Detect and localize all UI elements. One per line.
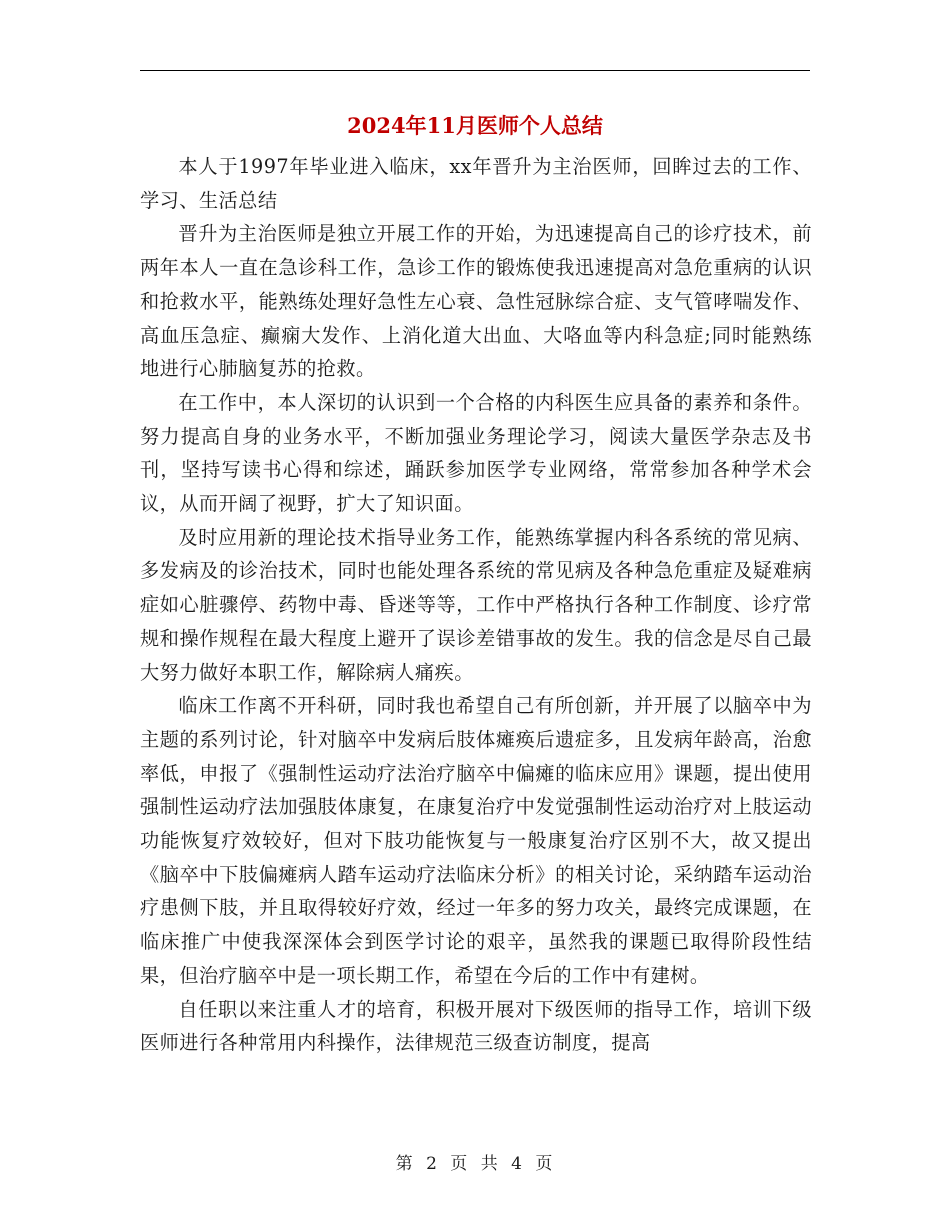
header-rule xyxy=(140,70,810,71)
paragraph: 在工作中，本人深切的认识到一个合格的内科医生应具备的素养和条件。努力提高自身的业务水平，不断加强业务理论学习，阅读大量医学杂志及书刊，坚持写读书心得和综述，踊跃参加医学专业网络，常常参加各种学术会议，从而开阔了视野，扩大了知识面。 xyxy=(140,390,812,516)
document-title: 2024年11月医师个人总结 xyxy=(347,113,603,138)
paragraph: 晋升为主治医师是独立开展工作的开始，为迅速提高自己的诊疗技术，前两年本人一直在急诊科工作，急诊工作的锻炼使我迅速提高对急危重病的认识和抢救水平，能熟练处理好急性左心衰、急性冠脉综合症、支气管哮喘发作、高血压急症、癫痫大发作、上消化道大出血、大咯血等内科急症;同时能熟练地进行心肺脑复苏的抢救。 xyxy=(140,222,812,381)
paragraph: 自任职以来注重人才的培育，积极开展对下级医师的指导工作，培训下级医师进行各种常用内科操作，法律规范三级查访制度，提高 xyxy=(140,997,812,1055)
page-footer: 第 2 页 共 4 页 xyxy=(395,1154,555,1174)
paragraph: 本人于1997年毕业进入临床，xx年晋升为主治医师，回眸过去的工作、学习、生活总结 xyxy=(140,155,812,212)
paragraph: 临床工作离不开科研，同时我也希望自己有所创新，并开展了以脑卒中为主题的系列讨论，针对脑卒中发病后肢体瘫痪后遗症多，且发病年龄高，治愈率低，申报了《强制性运动疗法治疗脑卒中偏瘫的临床应用》课题，提出使用强制性运动疗法加强肢体康复，在康复治疗中发觉强制性运动治疗对上肢运动功能恢复疗效较好，但对下肢功能恢复与一般康复治疗区别不大，故又提出《脑卒中下肢偏瘫病人踏车运动疗法临床分析》的相关讨论，采纳踏车运动治疗患侧下肢，并且取得较好疗效，经过一年多的努力攻关，最终完成课题，在临床推广中使我深深体会到医学讨论的艰辛，虽然我的课题已取得阶段性结果，但治疗脑卒中是一项长期工作，希望在今后的工作中有建树。 xyxy=(140,694,812,987)
document-body xyxy=(140,150,812,1060)
paragraph: 及时应用新的理论技术指导业务工作，能熟练掌握内科各系统的常见病、多发病及的诊治技术，同时也能处理各系统的常见病及各种急危重症及疑难病症如心脏骤停、药物中毒、昏迷等等，工作中严格执行各种工作制度、诊疗常规和操作规程在最大程度上避开了误诊差错事故的发生。我的信念是尽自己最大努力做好本职工作，解除病人痛疾。 xyxy=(140,525,812,684)
